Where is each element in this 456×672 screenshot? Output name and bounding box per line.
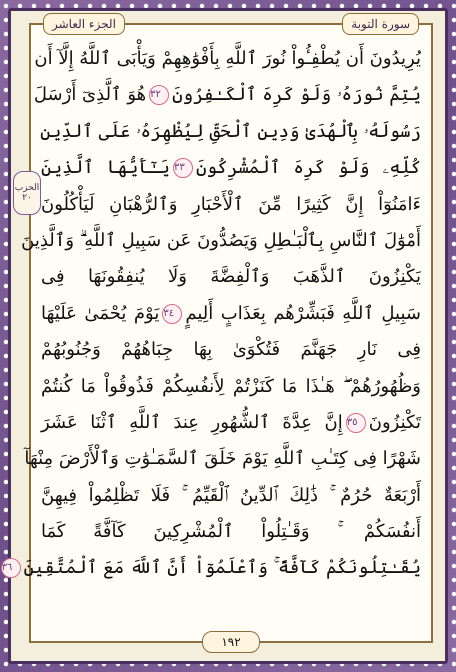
verse-line <box>1 550 421 586</box>
ayah-number: ٣٣ <box>173 158 193 178</box>
page-number: ١٩٢ <box>202 631 260 653</box>
verse-line <box>21 223 421 259</box>
hizb-label: الحزب <box>14 183 40 193</box>
verse-text: يَكْنِزُونَ ٱلذَّهَبَ وَٱلْفِضَّةَ وَلَا يُنفِقُونَهَا فِى <box>41 266 421 288</box>
verse-line <box>41 514 421 550</box>
ayah-number: ٣٦ <box>1 558 21 578</box>
verse-text: فِى نَارِ جَهَنَّمَ فَتُكْوَىٰ بِهَا جِبَاهُهُمْ وَجُنُوبُهُمْ <box>41 339 421 361</box>
verse-text: يُرِيدُونَ أَن يُطْفِـُٔواْ نُورَ ٱللَّهِ بِأَفْوَٰهِهِمْ وَيَأْبَى ٱللَّهُ إِلَّآ أَن <box>34 48 421 69</box>
verse-line <box>41 187 421 223</box>
verse-text: رَسُولَهُۥ بِٱلْهُدَىٰ وَدِينِ ٱلْحَقِّ لِيُظْهِرَهُۥ عَلَى ٱلدِّينِ <box>40 120 421 142</box>
verse-line <box>41 332 421 368</box>
verse-text: يُقَـٰتِلُونَكُمْ كَآفَّةً ۚ وَٱعْلَمُوٓاْ أَنَّ ٱللَّهَ مَعَ ٱلْمُتَّقِينَ <box>23 557 421 579</box>
hizb-number: ٢٠ <box>22 193 32 203</box>
verse-line <box>41 296 421 332</box>
ayah-number: ٣٢ <box>149 85 169 105</box>
ayah-number: ٣٥ <box>346 413 366 433</box>
verse-line <box>24 441 421 477</box>
verse-line <box>41 114 421 150</box>
text-frame <box>1 17 433 649</box>
verse-text: وَظُهُورُهُمْ ۖ هَـٰذَا مَا كَنَزْتُمْ لِأَنفُسِكُمْ فَذُوقُواْ مَا كُنتُمْ <box>41 375 421 397</box>
verse-text: تَكْنِزُونَ <box>368 411 421 433</box>
verse-text: هُوَ ٱلَّذِىٓ أَرْسَلَ <box>33 84 147 106</box>
hizb-marker <box>13 171 41 215</box>
verse-text: أَنفُسَكُمْ ۚ وَقَـٰتِلُواْ ٱلْمُشْرِكِينَ كَآفَّةً كَمَا <box>41 521 421 543</box>
verse-text: يُتِمَّ نُورَهُۥ وَلَوْ كَرِهَ ٱلْكَـٰفِرُونَ <box>172 84 421 106</box>
verse-line <box>41 150 421 186</box>
verse-line <box>33 77 421 113</box>
verse-text: شَهْرًا فِى كِتَـٰبِ ٱللَّهِ يَوْمَ خَلَقَ ٱلسَّمَـٰوَٰتِ وَٱلْأَرْضَ مِنْهَآ <box>24 448 421 470</box>
verse-text: أَمْوَٰلَ ٱلنَّاسِ بِٱلْبَـٰطِلِ وَيَصُدُّونَ عَن سَبِيلِ ٱللَّهِ ۗ وَٱلَّذِينَ <box>21 229 421 251</box>
verse-text: إِنَّ عِدَّةَ ٱلشُّهُورِ عِندَ ٱللَّهِ ٱثْنَا عَشَرَ <box>41 411 343 433</box>
verse-text: يَـٰٓأَيُّهَا ٱلَّذِينَ <box>41 157 170 179</box>
verse-text: أَرْبَعَةٌ حُرُمٌ ۚ ذَٰلِكَ ٱلدِّينُ ٱلْقَيِّمُ ۚ فَلَا تَظْلِمُواْ فِيهِنَّ <box>41 484 421 506</box>
verse-text: ءَامَنُوٓاْ إِنَّ كَثِيرًا مِّنَ ٱلْأَحْبَارِ وَٱلرُّهْبَانِ لَيَأْكُلُونَ <box>41 193 421 215</box>
ayah-number: ٣٤ <box>162 304 182 324</box>
verse-line <box>34 41 421 77</box>
verse-text: كُلِّهِۦ وَلَوْ كَرِهَ ٱلْمُشْرِكُونَ <box>195 157 421 179</box>
surah-label: سورة التوبة <box>342 13 419 35</box>
verse-text: يَوْمَ يُحْمَىٰ عَلَيْهَا <box>41 302 160 324</box>
verse-line <box>41 478 421 514</box>
verse-line <box>41 369 421 405</box>
verse-line <box>41 259 421 295</box>
juz-label: الجزء العاشر <box>43 13 125 35</box>
verse-line <box>41 405 421 441</box>
verse-text: سَبِيلِ ٱللَّهِ فَبَشِّرْهُم بِعَذَابٍ أَلِيمٍ <box>185 302 421 324</box>
page-frame <box>1 8 448 664</box>
